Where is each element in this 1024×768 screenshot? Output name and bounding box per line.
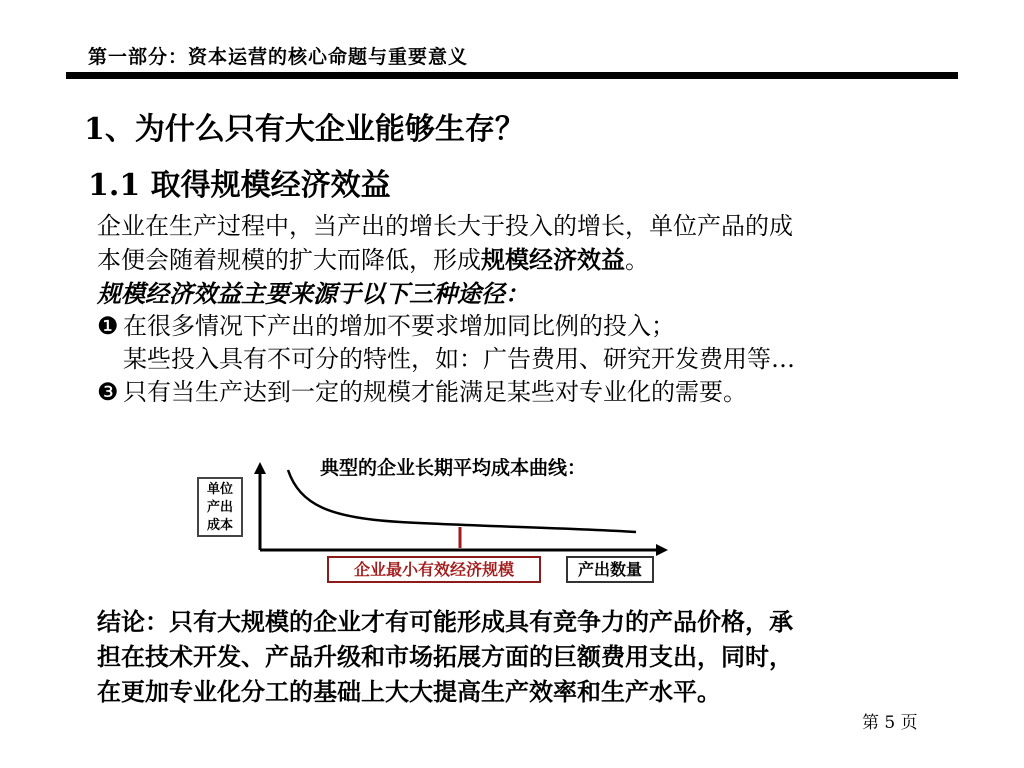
source-item-1 bbox=[97, 310, 937, 343]
conclusion-line-2: 担在技术开发、产品升级和市场拓展方面的巨额费用支出，同时， bbox=[97, 642, 793, 671]
paragraph-line-2-bold: 规模经济效益 bbox=[481, 245, 625, 274]
header-rule bbox=[66, 72, 958, 79]
source-item-2-text: 某些投入具有不可分的特性，如：广告费用、研究开发费用等… bbox=[123, 345, 795, 373]
source-item-3 bbox=[97, 376, 937, 409]
sources-heading: 规模经济效益主要来源于以下三种途径： bbox=[97, 279, 529, 308]
y-axis-label-line-2: 产出 bbox=[206, 500, 233, 515]
page-title: 1、为什么只有大企业能够生存？ bbox=[84, 112, 525, 147]
conclusion-line-1: 结论：只有大规模的企业才有可能形成具有竞争力的产品价格，承 bbox=[97, 607, 793, 636]
paragraph-line-2 bbox=[97, 243, 937, 277]
header-title: 第一部分：资本运营的核心命题与重要意义 bbox=[88, 46, 469, 68]
x-axis-arrow-icon bbox=[656, 544, 668, 556]
cost-curve bbox=[288, 470, 636, 532]
section-title: 1.1 取得规模经济效益 bbox=[88, 168, 391, 203]
bullet-3-icon: ❸ bbox=[97, 378, 119, 406]
bullet-1-icon: ❶ bbox=[97, 312, 119, 340]
conclusion-text bbox=[97, 604, 937, 709]
y-axis-arrow-icon bbox=[254, 462, 266, 474]
min-efficient-scale-label: 企业最小有效经济规模 bbox=[327, 556, 541, 583]
chart-title: 典型的企业长期平均成本曲线： bbox=[320, 457, 587, 479]
source-item-1-text: 在很多情况下产出的增加不要求增加同比例的投入； bbox=[123, 312, 675, 340]
x-axis-label: 产出数量 bbox=[566, 556, 654, 583]
source-item-3-text: 只有当生产达到一定的规模才能满足某些对专业化的需要。 bbox=[123, 378, 747, 406]
body-text bbox=[97, 210, 937, 409]
paragraph-line-2-prefix: 本便会随着规模的扩大而降低，形成 bbox=[97, 246, 481, 274]
paragraph-line-1: 企业在生产过程中，当产出的增长大于投入的增长，单位产品的成 bbox=[97, 212, 793, 240]
paragraph-line-2-suffix: 。 bbox=[625, 246, 649, 274]
y-axis-label-line-3: 成本 bbox=[206, 518, 233, 533]
y-axis-label-line-1: 单位 bbox=[206, 482, 233, 497]
y-axis-label bbox=[197, 477, 243, 537]
conclusion-line-3: 在更加专业化分工的基础上大大提高生产效率和生产水平。 bbox=[97, 677, 721, 706]
source-item-2 bbox=[97, 343, 937, 376]
page-number: 第 5 页 bbox=[862, 713, 918, 733]
